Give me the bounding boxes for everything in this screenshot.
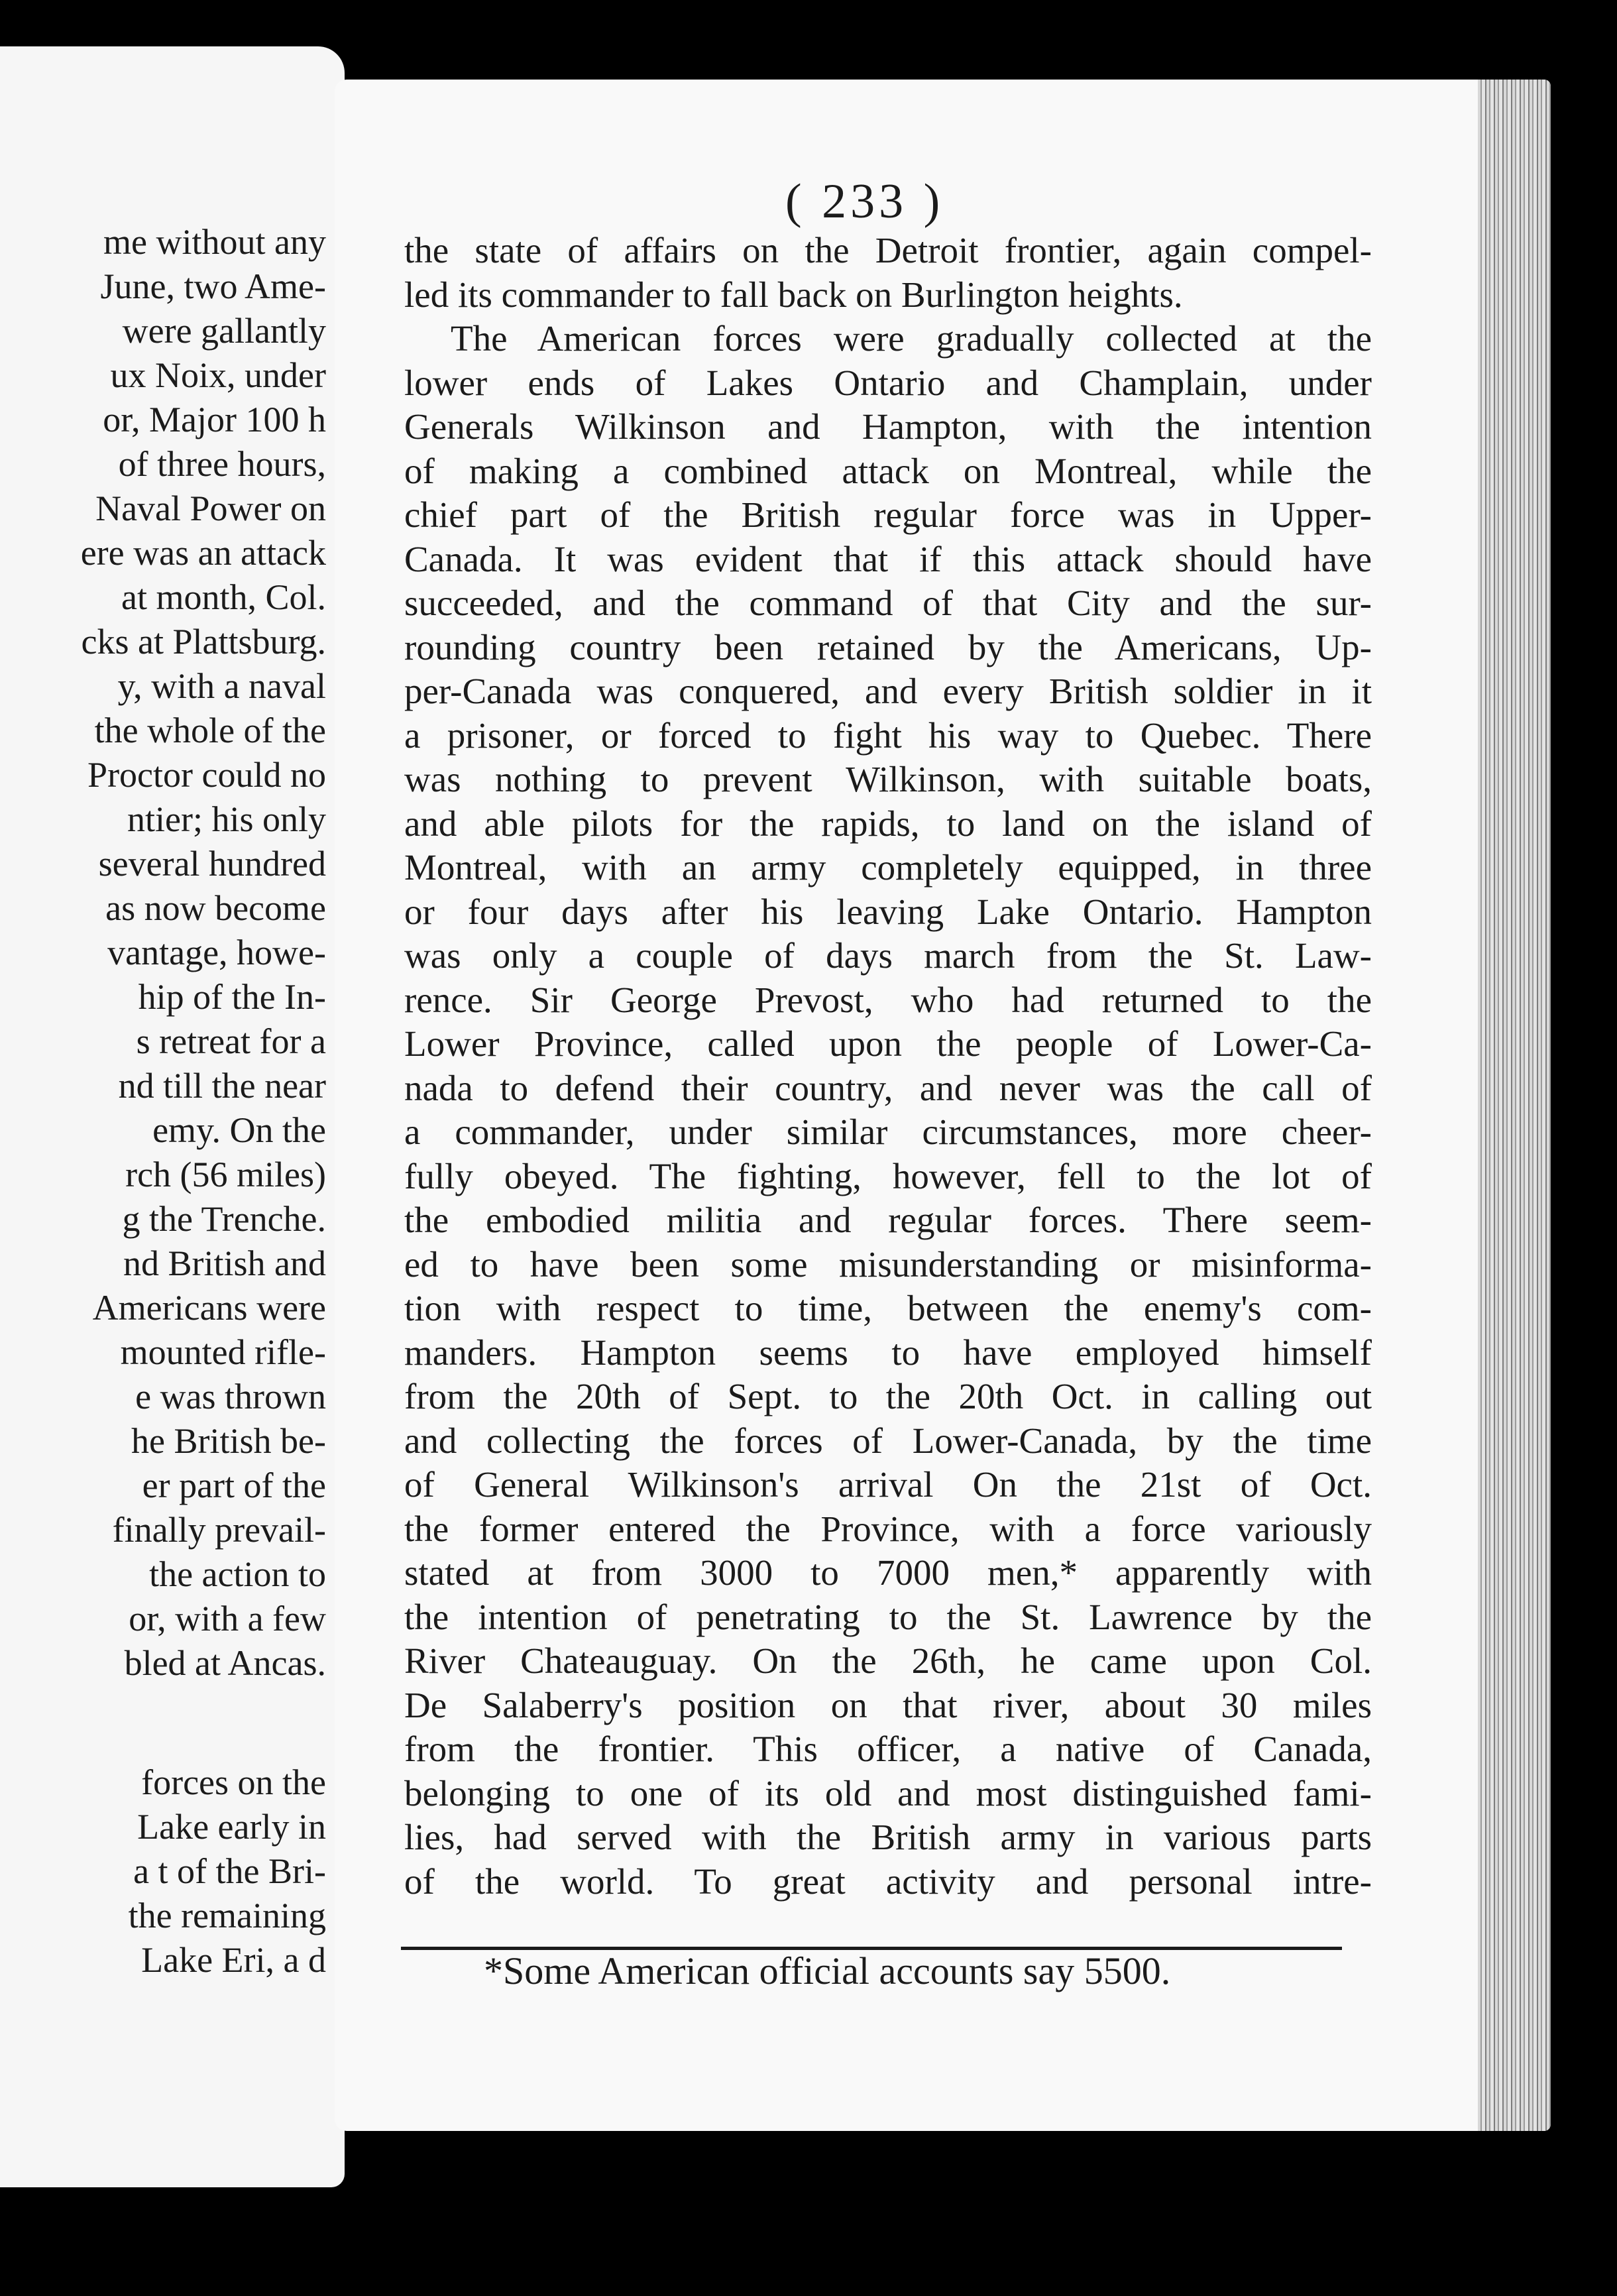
left-line: June, two Ame- — [100, 266, 326, 306]
body-line: Generals Wilkinson and Hampton, with the intention — [404, 406, 1372, 447]
left-line: Proctor could no — [87, 755, 326, 795]
body-line: led its commander to fall back on Burlington heights. — [404, 274, 1183, 315]
body-line: De Salaberry's position on that river, about 30 miles — [404, 1684, 1372, 1725]
left-line: finally prevail- — [112, 1510, 326, 1550]
body-line: manders. Hampton seems to have employed himself — [404, 1332, 1372, 1373]
body-line: The American forces were gradually collected at the — [451, 318, 1372, 359]
body-line: was only a couple of days march from the St. Law- — [404, 935, 1372, 976]
body-line: belonging to one of its old and most distinguished fami- — [404, 1772, 1372, 1813]
left-line: nd British and — [123, 1243, 326, 1283]
body-line: from the frontier. This officer, a native of Canada, — [404, 1729, 1372, 1769]
left-line: Lake early in — [137, 1807, 326, 1847]
left-line: nd till the near — [118, 1066, 326, 1106]
left-line: me without any — [103, 222, 326, 262]
body-line: and collecting the forces of Lower-Canada, by the time — [404, 1420, 1372, 1461]
page-number: ( 233 ) — [785, 174, 944, 229]
left-line: ere was an attack — [80, 533, 326, 573]
left-line: or, Major 100 h — [103, 400, 326, 439]
body-text — [404, 229, 1372, 1904]
left-line: of three hours, — [118, 444, 326, 484]
body-line: the former entered the Province, with a force variously — [404, 1508, 1372, 1549]
left-line: er part of the — [142, 1465, 326, 1505]
left-line: or, with a few — [129, 1599, 326, 1638]
left-line: at month, Col. — [121, 577, 326, 617]
body-line: Montreal, with an army completely equipped, in three — [404, 847, 1372, 888]
left-line: he British be- — [131, 1421, 326, 1461]
paragraph-gap — [0, 1686, 326, 1760]
body-line: lies, had served with the British army in various parts — [404, 1817, 1372, 1857]
left-line: e was thrown — [135, 1377, 326, 1416]
left-page — [0, 46, 345, 2187]
footnote: *Some American official accounts say 5500. — [484, 1949, 1171, 1992]
body-line: a commander, under similar circumstances, more cheer- — [404, 1112, 1372, 1152]
left-line: ntier; his only — [127, 799, 326, 839]
body-line: of the world. To great activity and personal intre- — [404, 1861, 1372, 1902]
body-line: rence. Sir George Prevost, who had returned to the — [404, 979, 1372, 1020]
body-line: lower ends of Lakes Ontario and Champlain, under — [404, 362, 1372, 403]
left-line: several hundred — [98, 844, 326, 884]
left-line: Americans were — [92, 1288, 326, 1328]
left-line: mounted rifle- — [120, 1332, 326, 1372]
right-page — [335, 80, 1551, 2131]
body-line: stated at from 3000 to 7000 men,* apparently with — [404, 1552, 1372, 1593]
left-line: y, with a naval — [117, 666, 326, 706]
left-line: the remaining — [128, 1896, 326, 1935]
body-line: of making a combined attack on Montreal, while the — [404, 450, 1372, 491]
body-line: per-Canada was conquered, and every British soldier in it — [404, 671, 1372, 711]
body-line: the embodied militia and regular forces. There seem- — [404, 1200, 1372, 1240]
body-line: the intention of penetrating to the St. Lawrence by the — [404, 1596, 1372, 1637]
body-line: rounding country been retained by the Americans, Up- — [404, 626, 1372, 667]
body-line: nada to defend their country, and never was the call of — [404, 1067, 1372, 1108]
left-line: the whole of the — [94, 711, 326, 750]
body-line: the state of affairs on the Detroit frontier, again compel- — [404, 230, 1372, 270]
body-line: fully obeyed. The fighting, however, fell to the lot of — [404, 1155, 1372, 1196]
body-line: from the 20th of Sept. to the 20th Oct. in calling out — [404, 1376, 1372, 1416]
body-line: a prisoner, or forced to fight his way to Quebec. There — [404, 715, 1372, 756]
body-line: was nothing to prevent Wilkinson, with suitable boats, — [404, 759, 1372, 799]
left-line: as now become — [105, 888, 326, 928]
body-line: succeeded, and the command of that City and the sur- — [404, 583, 1372, 623]
left-line: a t of the Bri- — [133, 1851, 326, 1891]
left-line: the action to — [149, 1554, 326, 1594]
left-line: vantage, howe- — [107, 933, 326, 972]
left-line: s retreat for a — [136, 1021, 326, 1061]
left-line: ux Noix, under — [110, 355, 326, 395]
body-line: or four days after his leaving Lake Ontario. Hampton — [404, 891, 1372, 932]
body-line: and able pilots for the rapids, to land on the island of — [404, 803, 1372, 844]
body-line: of General Wilkinson's arrival On the 21st of Oct. — [404, 1464, 1372, 1505]
left-line: g the Trenche. — [122, 1199, 326, 1239]
body-line: chief part of the British regular force was in Upper- — [404, 494, 1372, 535]
left-line: Lake Eri, a d — [141, 1940, 326, 1980]
page-edges — [1478, 80, 1551, 2131]
left-line: rch (56 miles) — [125, 1155, 326, 1194]
left-line: were gallantly — [122, 311, 326, 351]
body-line: tion with respect to time, between the enemy's com- — [404, 1288, 1372, 1328]
left-line: emy. On the — [152, 1110, 326, 1150]
body-line: ed to have been some misunderstanding or misinforma- — [404, 1243, 1372, 1285]
left-line: bled at Ancas. — [124, 1643, 326, 1683]
body-line: Lower Province, called upon the people of Lower-Ca- — [404, 1023, 1372, 1064]
left-line: forces on the — [141, 1762, 326, 1802]
body-line: Canada. It was evident that if this attack should have — [404, 538, 1372, 579]
left-line: Naval Power on — [95, 488, 326, 528]
left-line: cks at Plattsburg. — [81, 622, 326, 661]
body-line: River Chateauguay. On the 26th, he came upon Col. — [404, 1640, 1372, 1681]
left-page-text — [0, 220, 326, 1982]
left-line: hip of the In- — [138, 977, 326, 1017]
